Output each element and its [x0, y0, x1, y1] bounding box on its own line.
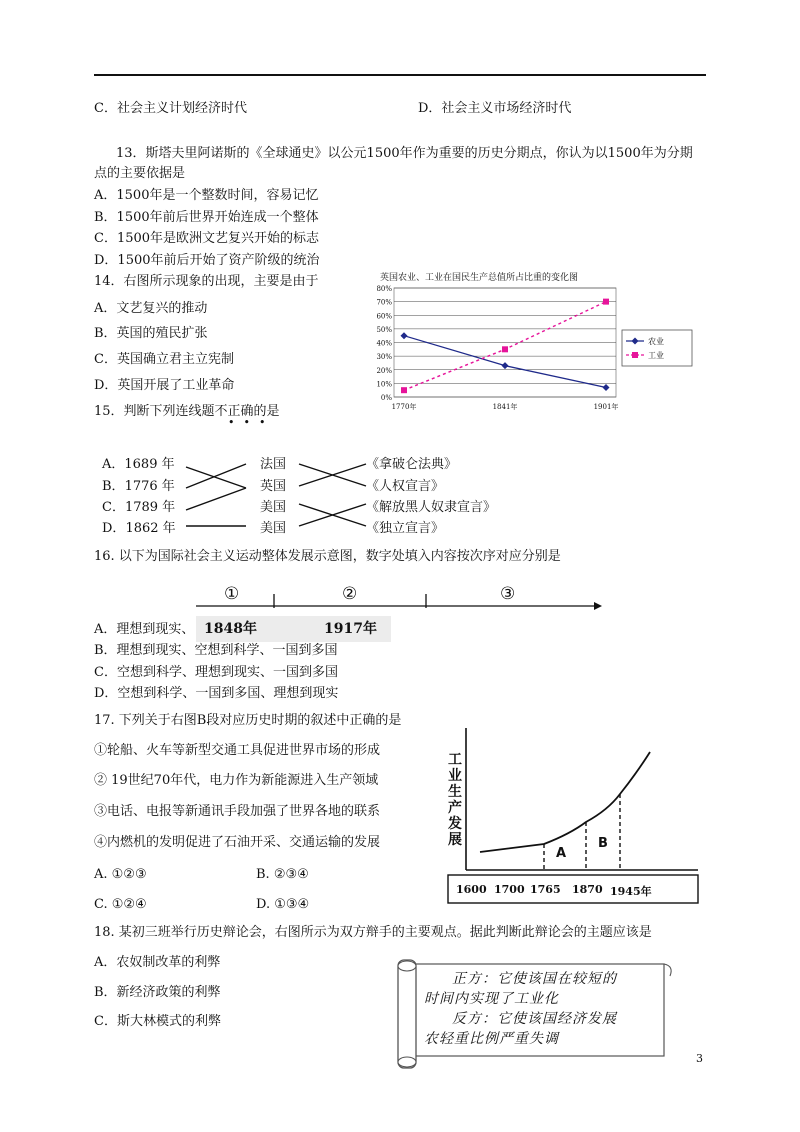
- q15-row-a-letter: A．: [102, 457, 125, 472]
- q15-country-4: 美国: [260, 521, 287, 536]
- q15-country-2: 英国: [260, 479, 287, 494]
- q13-option-b: B．1500年前后世界开始连成一个整体: [94, 210, 319, 225]
- q16-option-d: D．空想到科学、一国到多国、理想到现实: [94, 686, 339, 701]
- q18-stem: 18. 某初三班举行历史辩论会，右图所示为双方辩手的主要观点。据此判断此辩论会的主题应该是: [94, 925, 652, 940]
- q13-option-d: D．1500年前后开始了资产阶级的统治: [94, 253, 320, 268]
- chart-legend-marker-2: [632, 352, 638, 358]
- q17-chart-svg: [440, 722, 700, 907]
- q17-option-a: A. ①②③: [94, 867, 147, 882]
- chart-point-2-1: [401, 387, 407, 393]
- q17-option-d: D. ①③④: [256, 897, 310, 912]
- q16-mark-3: ③: [500, 584, 516, 604]
- chart-x-tick-label: 1901年: [593, 403, 619, 411]
- q14-chart-svg: [360, 282, 700, 432]
- q15-country-1: 法国: [260, 457, 287, 472]
- q13-option-a: A．1500年是一个整数时间，容易记忆: [94, 188, 319, 203]
- q13-option-c: C．1500年是欧洲文艺复兴开始的标志: [94, 231, 320, 246]
- q16-option-a: A．理想到现实、: [94, 622, 195, 637]
- q17-year-1765: 1765: [530, 883, 561, 896]
- chart-y-tick-label: 10%: [376, 380, 392, 389]
- q15-doc-2: 《人权宣言》: [366, 479, 445, 494]
- q15-row-a-year: 1689 年: [124, 457, 175, 472]
- q15-row-b-letter: B．: [102, 479, 125, 494]
- q15-country-3: 美国: [260, 500, 287, 515]
- q13-stem-line1: 13．斯塔夫里阿诺斯的《全球通史》以公元1500年作为重要的历史分期点，你认为以1500年为分期: [116, 146, 693, 161]
- q18-scroll: [388, 954, 678, 1072]
- q17-year-1945: 1945年: [610, 885, 652, 898]
- chart-x-tick-label: 1770年: [391, 403, 417, 411]
- q17-year-1700: 1700: [494, 883, 525, 896]
- q17-item-2: ② 19世纪70年代，电力作为新能源进入生产领域: [94, 773, 379, 788]
- q16-stem: 16. 以下为国际社会主义运动整体发展示意图，数字处填入内容按次序对应分别是: [94, 549, 561, 564]
- q16-timeline: [196, 582, 606, 642]
- q18-option-a: A．农奴制改革的利弊: [94, 955, 221, 970]
- header-rule: [94, 74, 706, 76]
- chart-y-tick-label: 80%: [376, 285, 392, 293]
- q14-option-d: D．英国开展了工业革命: [94, 378, 235, 393]
- q18-option-b: B．新经济政策的利弊: [94, 985, 221, 1000]
- q15-doc-4: 《独立宣言》: [366, 521, 445, 536]
- q13-stem-line2: 点的主要依据是: [94, 166, 186, 181]
- q17-year-1600: 1600: [456, 883, 487, 896]
- chart-point-2-3: [603, 299, 609, 305]
- chart-x-tick-label: 1841年: [492, 403, 518, 411]
- q15-row-b-year: 1776 年: [124, 479, 175, 494]
- q18-con-line1: 反方：它使该国经济发展: [452, 1011, 617, 1027]
- chart-y-tick-label: 0%: [380, 394, 392, 402]
- q16-mark-1: ①: [224, 584, 240, 604]
- chart-legend-label-2: 工业: [648, 351, 664, 360]
- chart-legend-box: [622, 330, 692, 366]
- q15-stem: 15．判断下列连线题不正确的是: [94, 404, 280, 419]
- chart-legend-label-1: 农业: [648, 337, 664, 346]
- q15-row-d-year: 1862 年: [125, 521, 176, 536]
- q14-option-c: C．英国确立君主立宪制: [94, 352, 234, 367]
- q15-doc-3: 《解放黑人奴隶宣言》: [366, 500, 497, 515]
- chart-title: 英国农业、工业在国民生产总值所占比重的变化图: [380, 273, 579, 283]
- q14-stem: 14．右图所示现象的出现，主要是由于: [94, 274, 319, 289]
- q17-option-b: B. ②③④: [256, 867, 309, 882]
- chart-y-tick-label: 60%: [376, 312, 392, 321]
- q16-mark-2: ②: [342, 584, 358, 604]
- chart-y-tick-label: 70%: [376, 298, 392, 307]
- q18-option-c: C．斯大林模式的利弊: [94, 1014, 221, 1029]
- chart-y-tick-label: 30%: [376, 353, 392, 362]
- chart-y-tick-label: 20%: [376, 366, 392, 375]
- prev-option-c: C．社会主义计划经济时代: [94, 101, 247, 116]
- q18-pro-line1: 正方：它使该国在较短的: [452, 971, 617, 987]
- chart-point-2-2: [502, 346, 508, 352]
- q16-timeline-svg: [196, 582, 606, 642]
- q17-option-c: C. ①②④: [94, 897, 147, 912]
- q14-chart: [360, 270, 700, 430]
- page-number: 3: [696, 1052, 703, 1065]
- q15-row-c-letter: C．: [102, 500, 125, 515]
- q16-option-b: B．理想到现实、空想到科学、一国到多国: [94, 643, 338, 658]
- q18-pro-line2: 时间内实现了工业化: [424, 991, 559, 1007]
- q17-section-b: B: [598, 836, 608, 851]
- q15-doc-1: 《拿破仑法典》: [366, 457, 458, 472]
- q16-year-1: 1848年: [204, 621, 257, 637]
- q15-emphasis-dots: •••: [228, 416, 275, 429]
- q14-option-a: A．文艺复兴的推动: [94, 301, 208, 316]
- chart-y-tick-label: 50%: [376, 325, 392, 334]
- q17-stem: 17. 下列关于右图B段对应历史时期的叙述中正确的是: [94, 713, 402, 728]
- q17-item-3: ③电话、电报等新通讯手段加强了世界各地的联系: [94, 804, 381, 819]
- q17-item-1: ①轮船、火车等新型交通工具促进世界市场的形成: [94, 743, 381, 758]
- chart-y-tick-label: 40%: [376, 339, 392, 348]
- q17-chart: [440, 722, 700, 907]
- q15-row-c-year: 1789 年: [124, 500, 176, 515]
- q16-option-c: C．空想到科学、理想到现实、一国到多国: [94, 665, 338, 680]
- q17-year-1870: 1870: [572, 883, 603, 896]
- q14-option-b: B．英国的殖民扩张: [94, 326, 208, 341]
- q17-section-a: A: [556, 846, 567, 861]
- prev-option-d: D．社会主义市场经济时代: [418, 101, 572, 116]
- q16-year-2: 1917年: [324, 621, 377, 637]
- q17-item-4: ④内燃机的发明促进了石油开采、交通运输的发展: [94, 835, 381, 850]
- q17-ylabel: 工业生产发展: [448, 752, 462, 848]
- q18-con-line2: 农轻重比例严重失调: [424, 1031, 559, 1047]
- q15-row-d-letter: D．: [102, 521, 126, 536]
- q15-matching: [94, 452, 534, 542]
